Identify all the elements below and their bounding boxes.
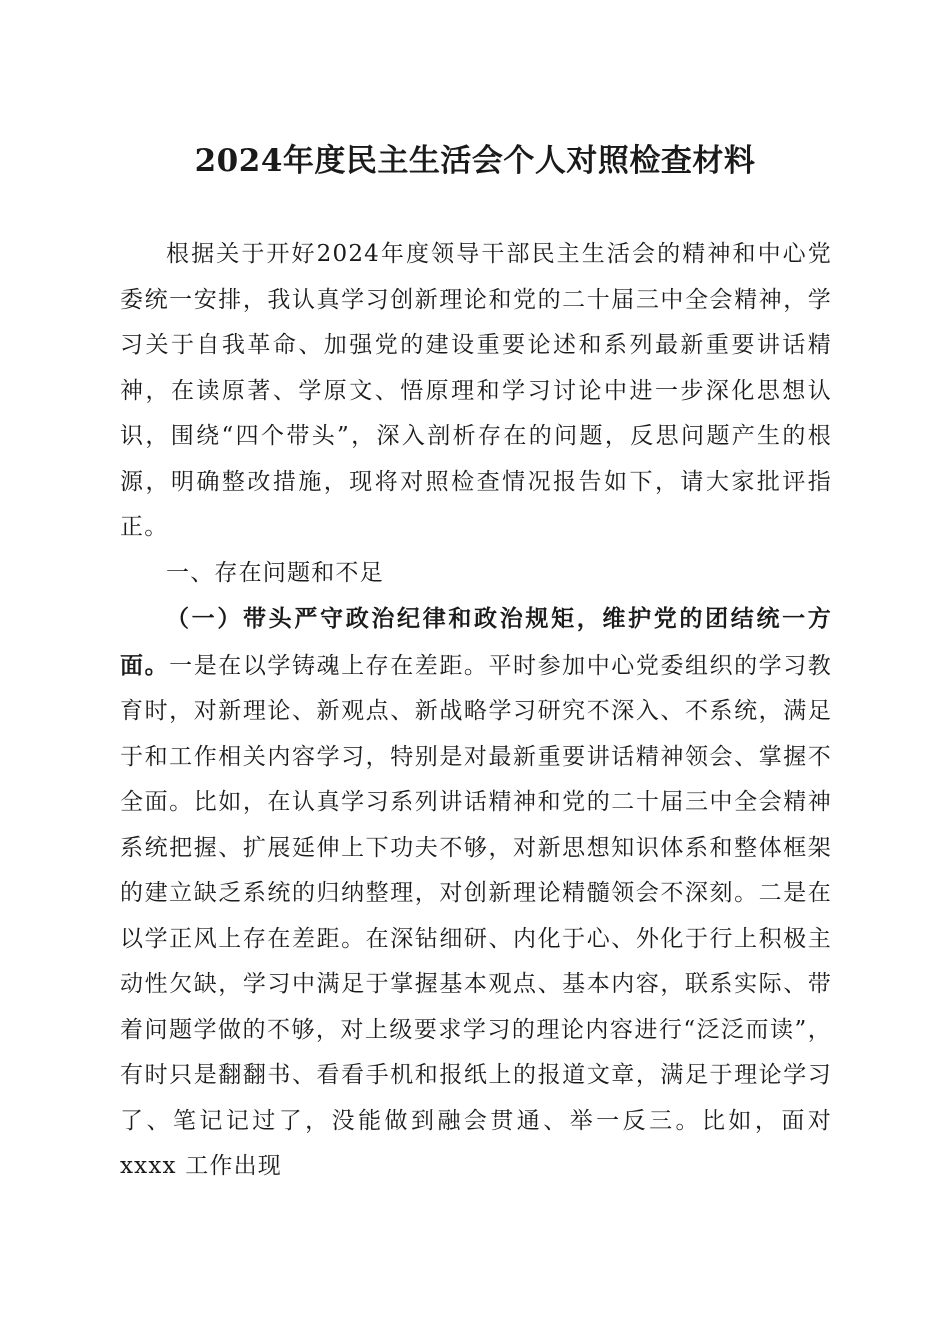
document-body	[120, 232, 832, 1190]
document-title: 2024年度民主生活会个人对照检查材料	[194, 143, 756, 179]
section-heading: 一、存在问题和不足	[166, 559, 384, 586]
subsection-heading: （一）带头严守政治纪律和政治规矩，维护党的团结统一方面。	[120, 605, 832, 679]
intro-paragraph: 根据关于开好2024年度领导干部民主生活会的精神和中心党委统一安排，我认真学习创新理论和党的二十届三中全会精神，学习关于自我革命、加强党的建设重要论述和系列最新重要讲话精神，在读原著、学原文、悟原理和学习讨论中进一步深化思想认识，围绕“四个带头”，深入剖析存在的问题，反思问题产生的根源，明确整改措施，现将对照检查情况报告如下，请大家批评指正。	[120, 241, 832, 540]
subsection-body: 一是在以学铸魂上存在差距。平时参加中心党委组织的学习教育时，对新理论、新观点、新战略学习研究不深入、不系统，满足于和工作相关内容学习，特别是对最新重要讲话精神领会、掌握不全面。比如，在认真学习系列讲话精神和党的二十届三中全会精神系统把握、扩展延伸上下功夫不够，对新思想知识体系和整体框架的建立缺乏系统的归纳整理，对创新理论精髓领会不深刻。二是在以学正风上存在差距。在深钻细研、内化于心、外化于行上积极主动性欠缺，学习中满足于掌握基本观点、基本内容，联系实际、带着问题学做的不够，对上级要求学习的理论内容进行“泛泛而读”，有时只是翻翻书、看看手机和报纸上的报道文章，满足于理论学习了、笔记记过了，没能做到融会贯通、举一反三。比如，面对 xxxx 工作出现	[120, 652, 833, 1179]
subsection-paragraph	[120, 596, 832, 1190]
